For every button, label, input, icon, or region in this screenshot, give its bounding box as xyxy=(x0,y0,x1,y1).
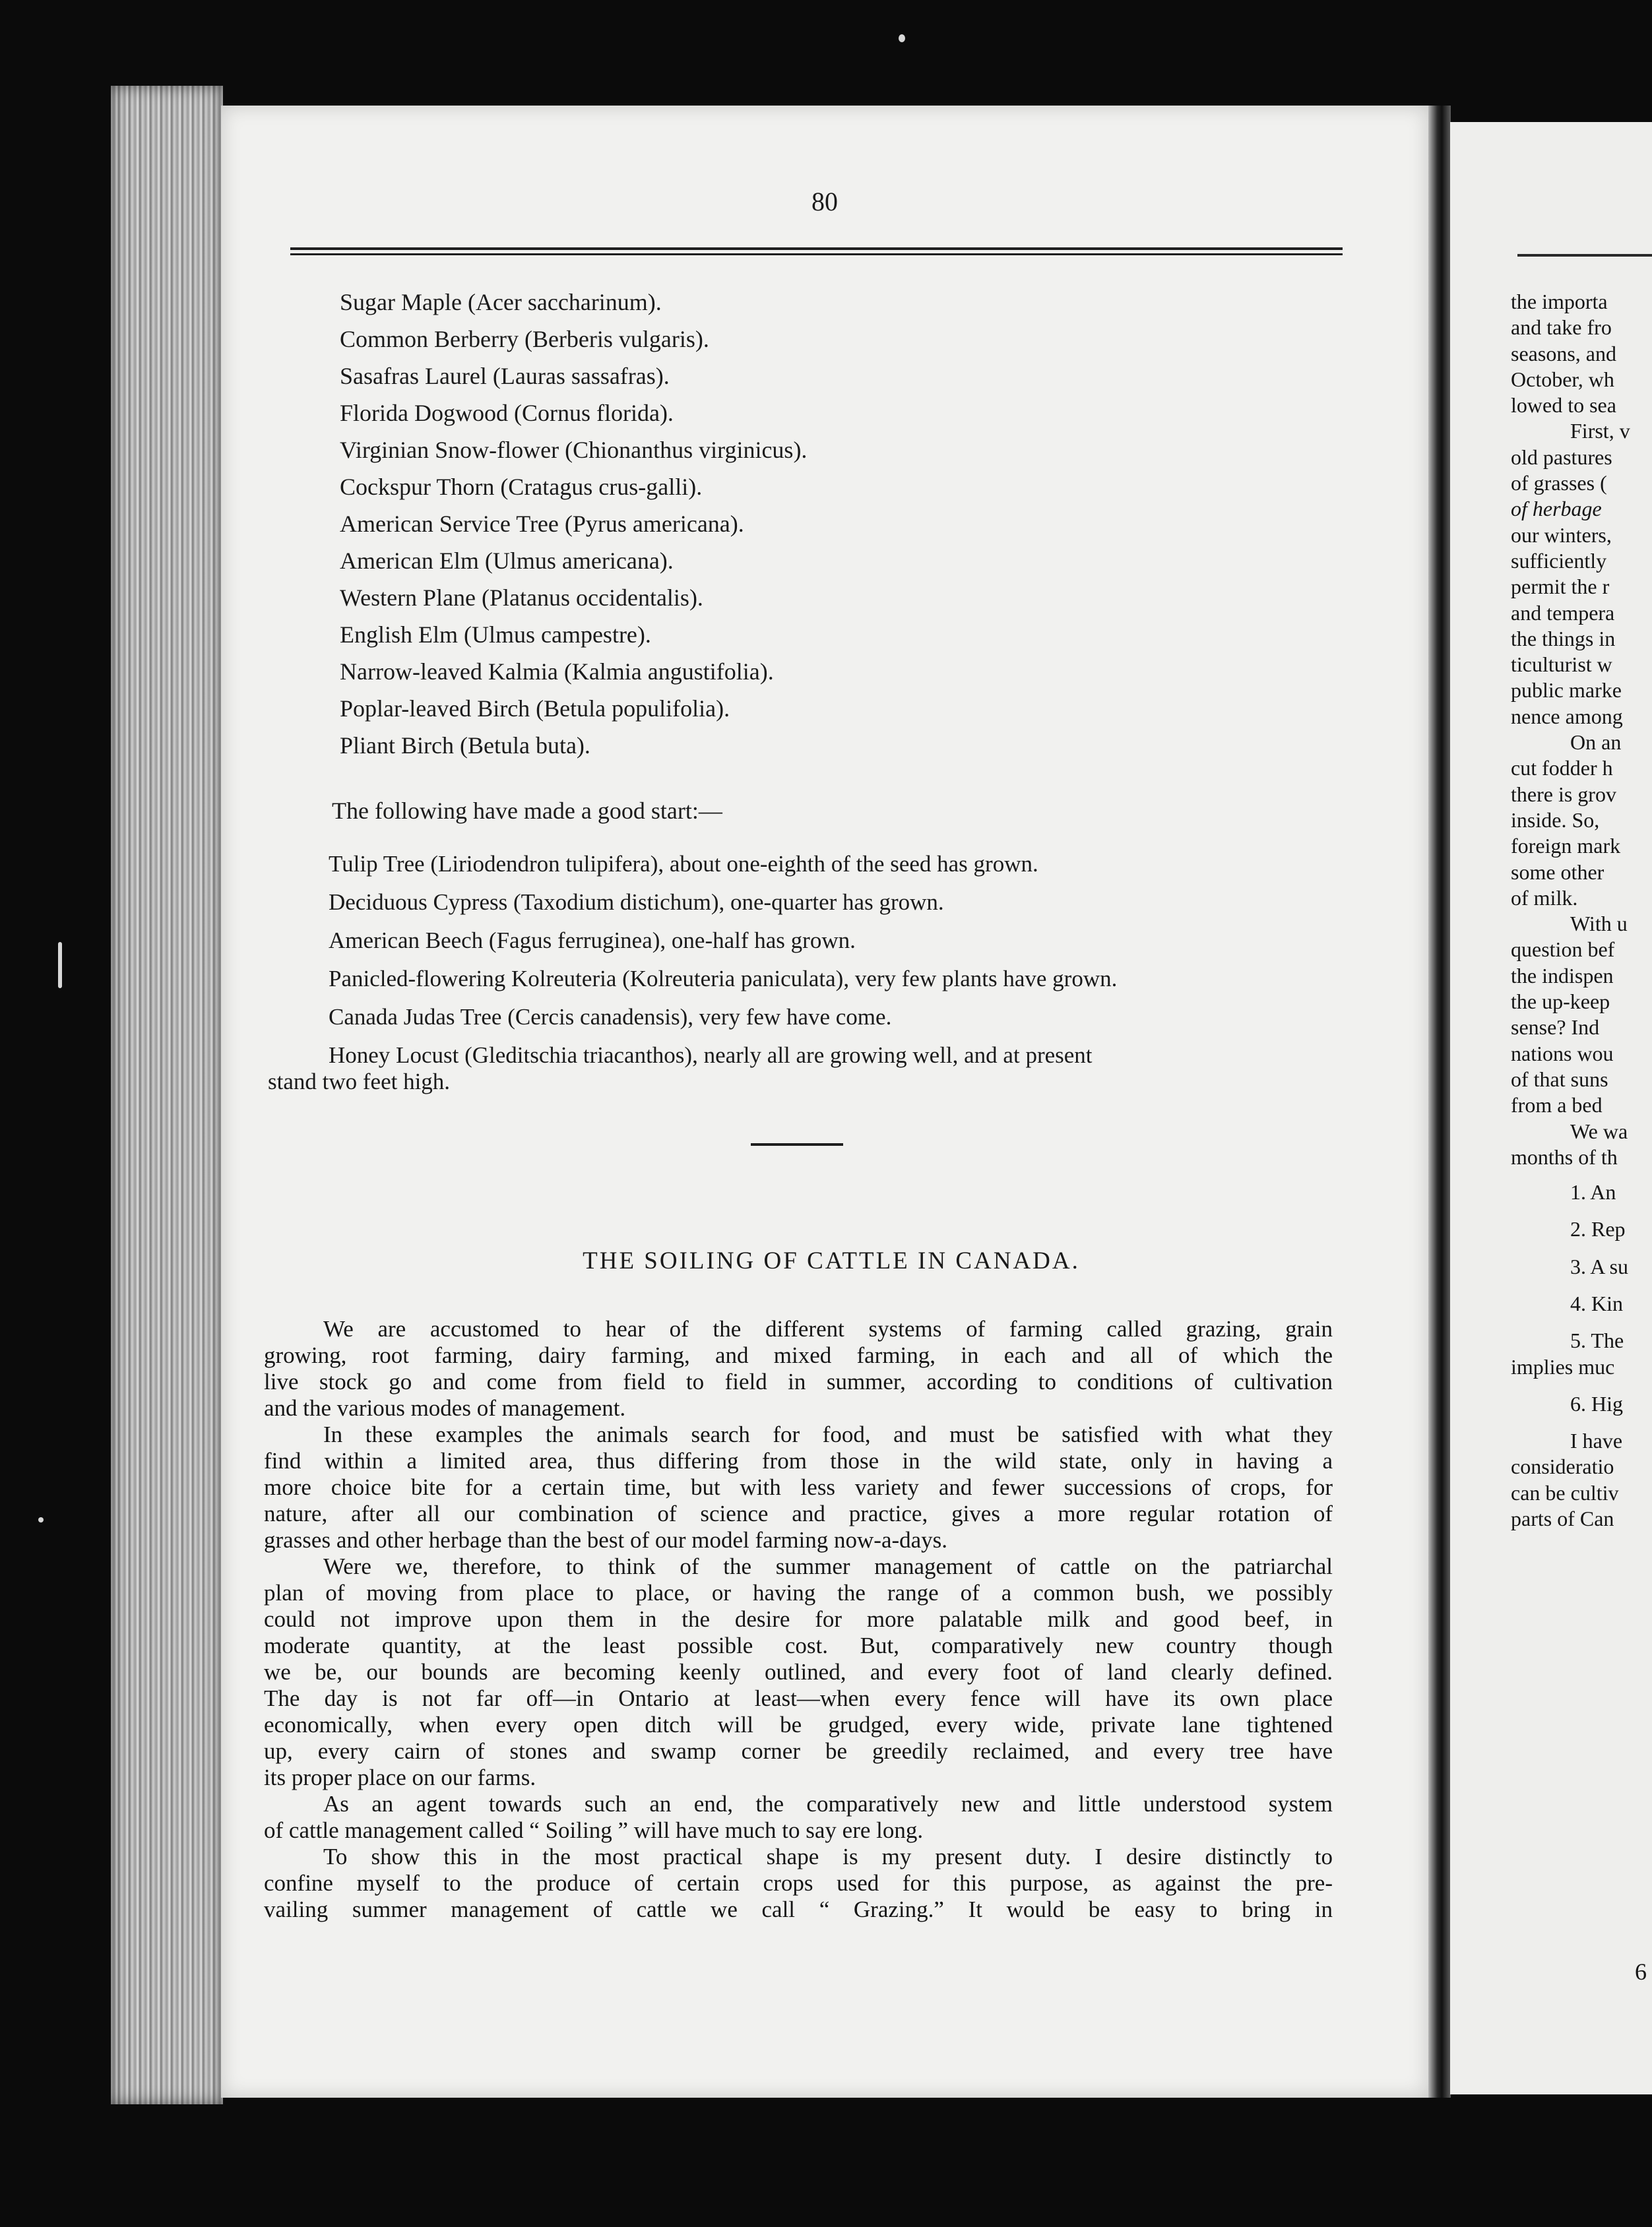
list-item: Sasafras Laurel (Lauras sassafras). xyxy=(340,363,670,389)
text-line: public marke xyxy=(1511,678,1622,703)
numbered-item: 6. Hig xyxy=(1570,1391,1623,1416)
honey-locust-line-2: stand two feet high. xyxy=(268,1069,451,1094)
list-item: Sugar Maple (Acer saccharinum). xyxy=(340,289,662,315)
header-double-rule xyxy=(290,247,1343,257)
good-start-intro: The following have made a good start:— xyxy=(332,798,722,824)
scan-speck xyxy=(58,942,62,988)
text-line: I have xyxy=(1570,1429,1623,1453)
body-line: find within a limited area, thus differing from those in the wild state, only in having a xyxy=(264,1448,1333,1474)
text-line: of that suns xyxy=(1511,1067,1608,1091)
body-line: confine myself to the produce of certain crops used for this purpose, as against the pre- xyxy=(264,1870,1333,1896)
list-item: Common Berberry (Berberis vulgaris). xyxy=(340,326,709,352)
list-item: American Service Tree (Pyrus americana). xyxy=(340,511,744,537)
section-divider xyxy=(751,1143,843,1146)
list-item: English Elm (Ulmus campestre). xyxy=(340,621,651,648)
book-page-edges xyxy=(111,86,223,2104)
text-line: ticulturist w xyxy=(1511,652,1612,677)
body-line: plan of moving from place to place, or having the range of a common bush, we possibly xyxy=(264,1580,1333,1606)
text-line: old pastures xyxy=(1511,445,1612,469)
body-line: could not improve upon them in the desire for more palatable milk and good beef, in xyxy=(264,1606,1333,1632)
body-line: As an agent towards such an end, the comparatively new and little understood system xyxy=(323,1791,1333,1817)
list-item: Poplar-leaved Birch (Betula populifolia). xyxy=(340,695,730,722)
right-page-number: 6 xyxy=(1635,1959,1647,1985)
text-line: and take fro xyxy=(1511,315,1612,340)
text-line: the up-keep xyxy=(1511,989,1610,1014)
text-line: the things in xyxy=(1511,626,1616,650)
text-line: On an xyxy=(1570,730,1622,755)
body-line: of cattle management called “ Soiling ” will have much to say ere long. xyxy=(264,1817,924,1843)
body-line: its proper place on our farms. xyxy=(264,1765,536,1790)
text-line: permit the r xyxy=(1511,575,1610,599)
text-line: consideratio xyxy=(1511,1455,1614,1479)
body-line: and the various modes of management. xyxy=(264,1395,626,1421)
text-line: seasons, and xyxy=(1511,341,1616,365)
list-item: Panicled-flowering Kolreuteria (Kolreuteria paniculata), very few plants have grown. xyxy=(329,966,1118,991)
list-item: Cockspur Thorn (Cratagus crus-galli). xyxy=(340,474,703,500)
list-item: American Elm (Ulmus americana). xyxy=(340,548,674,574)
page-number: 80 xyxy=(811,187,838,216)
list-item: Florida Dogwood (Cornus florida). xyxy=(340,400,674,426)
numbered-item: 4. Kin xyxy=(1570,1291,1623,1315)
body-line: economically, when every open ditch will be grudged, every wide, private lane tightened xyxy=(264,1712,1333,1738)
text-line: our winters, xyxy=(1511,522,1612,547)
body-line: nature, after all our combination of science and practice, gives a more regular rotation of xyxy=(264,1501,1333,1526)
body-line: To show this in the most practical shape is my present duty. I desire distinctly to xyxy=(323,1844,1333,1869)
text-line: of milk. xyxy=(1511,885,1578,910)
text-line: cut fodder h xyxy=(1511,756,1613,780)
scan-speck xyxy=(899,34,905,42)
body-line: Were we, therefore, to think of the summer management of cattle on the patriarchal xyxy=(323,1553,1333,1579)
text-line: sense? Ind xyxy=(1511,1015,1600,1040)
text-line: question bef xyxy=(1511,937,1615,962)
body-line: grasses and other herbage than the best of our model farming now-a-days. xyxy=(264,1527,948,1553)
text-line: lowed to sea xyxy=(1511,393,1616,418)
tree-species-list xyxy=(340,284,1329,764)
list-item: Pliant Birch (Betula buta). xyxy=(340,732,590,759)
text-line: inside. So, xyxy=(1511,807,1600,832)
numbered-item: 5. The xyxy=(1570,1329,1624,1353)
text-line: implies muc xyxy=(1511,1354,1615,1379)
section-title: THE SOILING OF CATTLE IN CANADA. xyxy=(583,1247,1080,1274)
list-item: Tulip Tree (Liriodendron tulipifera), about one-eighth of the seed has grown. xyxy=(329,851,1038,877)
list-item: Narrow-leaved Kalmia (Kalmia angustifolia). xyxy=(340,658,774,685)
text-line: of grasses ( xyxy=(1511,471,1607,495)
body-line: The day is not far off—in Ontario at least—when every fence will have its own place xyxy=(264,1685,1333,1711)
text-line: sufficiently xyxy=(1511,548,1607,573)
article-body xyxy=(264,1316,1333,1923)
text-line: of herbage xyxy=(1511,497,1602,521)
body-line: growing, root farming, dairy farming, and mixed farming, in each and all of which the xyxy=(264,1342,1333,1368)
text-line: the importa xyxy=(1511,290,1608,313)
body-line: vailing summer management of cattle we call “ Grazing.” It would be easy to bring in xyxy=(264,1897,1333,1922)
list-item: American Beech (Fagus ferruginea), one-half has grown. xyxy=(329,927,856,953)
numbered-item: 3. A su xyxy=(1570,1254,1629,1278)
text-line: and tempera xyxy=(1511,600,1615,625)
text-line: foreign mark xyxy=(1511,834,1621,858)
list-item: Western Plane (Platanus occidentalis). xyxy=(340,584,703,611)
body-line: more choice bite for a certain time, but with less variety and fewer successions of crops, for xyxy=(264,1474,1333,1500)
text-line: can be cultiv xyxy=(1511,1480,1619,1505)
scan-speck xyxy=(38,1517,44,1522)
text-line: some other xyxy=(1511,860,1604,884)
body-line: we be, our bounds are becoming keenly outlined, and every foot of land clearly defined. xyxy=(264,1659,1333,1685)
text-line: We wa xyxy=(1570,1119,1628,1143)
body-line: We are accustomed to hear of the different systems of farming called grazing, grain xyxy=(323,1316,1333,1342)
numbered-item: 2. Rep xyxy=(1570,1217,1626,1241)
body-line: live stock go and come from field to field in summer, according to conditions of cultivation xyxy=(264,1369,1333,1395)
text-line: months of th xyxy=(1511,1145,1618,1169)
book-gutter xyxy=(1428,106,1451,2098)
list-item xyxy=(268,1042,1345,1095)
honey-locust-line-1: Honey Locust (Gleditschia triacanthos), nearly all are growing well, and at present xyxy=(329,1042,1093,1068)
text-line: nence among xyxy=(1511,704,1623,728)
text-line: October, wh xyxy=(1511,367,1614,391)
right-header-rule xyxy=(1517,254,1652,257)
text-line: the indispen xyxy=(1511,963,1614,988)
text-line: from a bed xyxy=(1511,1093,1603,1117)
text-line: there is grov xyxy=(1511,782,1616,806)
text-line: With u xyxy=(1570,912,1628,936)
list-item: Virginian Snow-flower (Chionanthus virginicus). xyxy=(340,437,808,463)
good-start-list xyxy=(268,851,1345,1107)
body-line: moderate quantity, at the least possible cost. But, comparatively new country though xyxy=(264,1633,1333,1658)
right-page-text xyxy=(1511,289,1652,1532)
text-line: nations wou xyxy=(1511,1041,1614,1065)
numbered-item: 1. An xyxy=(1570,1180,1616,1205)
list-item: Canada Judas Tree (Cercis canadensis), very few have come. xyxy=(329,1004,892,1030)
text-line: parts of Can xyxy=(1511,1507,1614,1531)
text-line: First, v xyxy=(1570,419,1630,443)
body-line: In these examples the animals search for food, and must be satisfied with what they xyxy=(323,1422,1333,1447)
body-line: up, every cairn of stones and swamp corner be greedily reclaimed, and every tree have xyxy=(264,1738,1333,1764)
list-item: Deciduous Cypress (Taxodium distichum), one-quarter has grown. xyxy=(329,889,944,915)
